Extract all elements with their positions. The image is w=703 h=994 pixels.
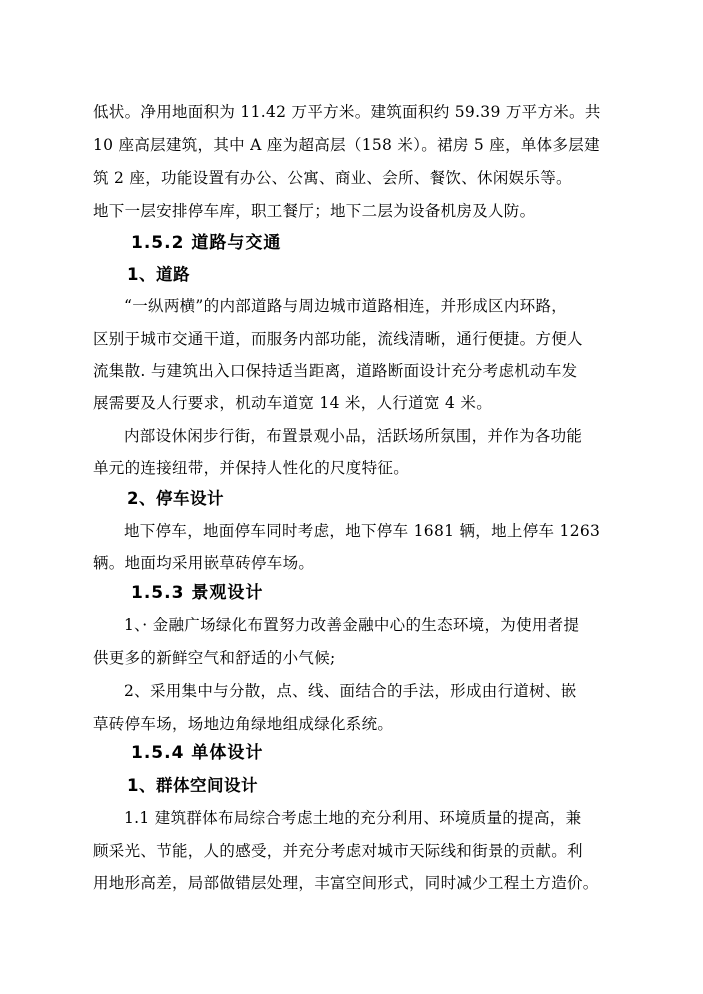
paragraph-line: “一纵两横”的内部道路与周边城市道路相连，并形成区内环路， — [124, 297, 568, 315]
subheading-roads: 1、道路 — [127, 265, 190, 284]
paragraph-line: 地下一层安排停车库，职工餐厅；地下二层为设备机房及人防。 — [93, 202, 536, 220]
paragraph-line: 地下停车，地面停车同时考虑，地下停车 1681 辆，地上停车 1263 — [124, 522, 601, 540]
paragraph-line: 草砖停车场，场地边角绿地组成绿化系统。 — [93, 715, 394, 733]
paragraph-line: 1.1 建筑群体布局综合考虑土地的充分利用、环境质量的提高，兼 — [124, 809, 582, 827]
paragraph-line: 辆。地面均采用嵌草砖停车场。 — [93, 554, 315, 572]
paragraph-line: 10 座高层建筑，其中 A 座为超高层（158 米）。裙房 5 座，单体多层建 — [93, 136, 600, 154]
subheading-group-space: 1、群体空间设计 — [127, 776, 258, 795]
paragraph-line: 1、· 金融广场绿化布置努力改善金融中心的生态环境，为使用者提 — [124, 616, 580, 634]
paragraph-line: 展需要及人行要求，机动车道宽 14 米，人行道宽 4 米。 — [93, 394, 492, 412]
section-heading-1-5-4: 1.5.4 单体设计 — [131, 743, 264, 763]
paragraph-line: 顾采光、节能，人的感受，并充分考虑对城市天际线和街景的贡献。利 — [93, 842, 583, 860]
paragraph-line: 流集散. 与建筑出入口保持适当距离，道路断面设计充分考虑机动车发 — [93, 362, 578, 380]
section-heading-1-5-3: 1.5.3 景观设计 — [131, 583, 264, 603]
section-heading-1-5-2: 1.5.2 道路与交通 — [131, 233, 282, 253]
paragraph-line: 2、采用集中与分散，点、线、面结合的手法，形成由行道树、嵌 — [124, 682, 577, 700]
paragraph-line: 筑 2 座，功能设置有办公、公寓、商业、会所、餐饮、休闲娱乐等。 — [93, 169, 572, 187]
paragraph-line: 内部设休闲步行街，布置景观小品，活跃场所氛围，并作为各功能 — [124, 427, 583, 445]
paragraph-line: 供更多的新鲜空气和舒适的小气候; — [93, 649, 336, 667]
subheading-parking: 2、停车设计 — [127, 489, 224, 508]
paragraph-line: 区别于城市交通干道，而服务内部功能，流线清晰，通行便捷。方便人 — [93, 330, 583, 348]
paragraph-line: 用地形高差，局部做错层处理，丰富空间形式，同时减少工程土方造价。 — [93, 874, 599, 892]
paragraph-line: 单元的连接纽带，并保持人性化的尺度特征。 — [93, 459, 410, 477]
paragraph-line: 低状。净用地面积为 11.42 万平方米。建筑面积约 59.39 万平方米。共 — [93, 103, 601, 121]
